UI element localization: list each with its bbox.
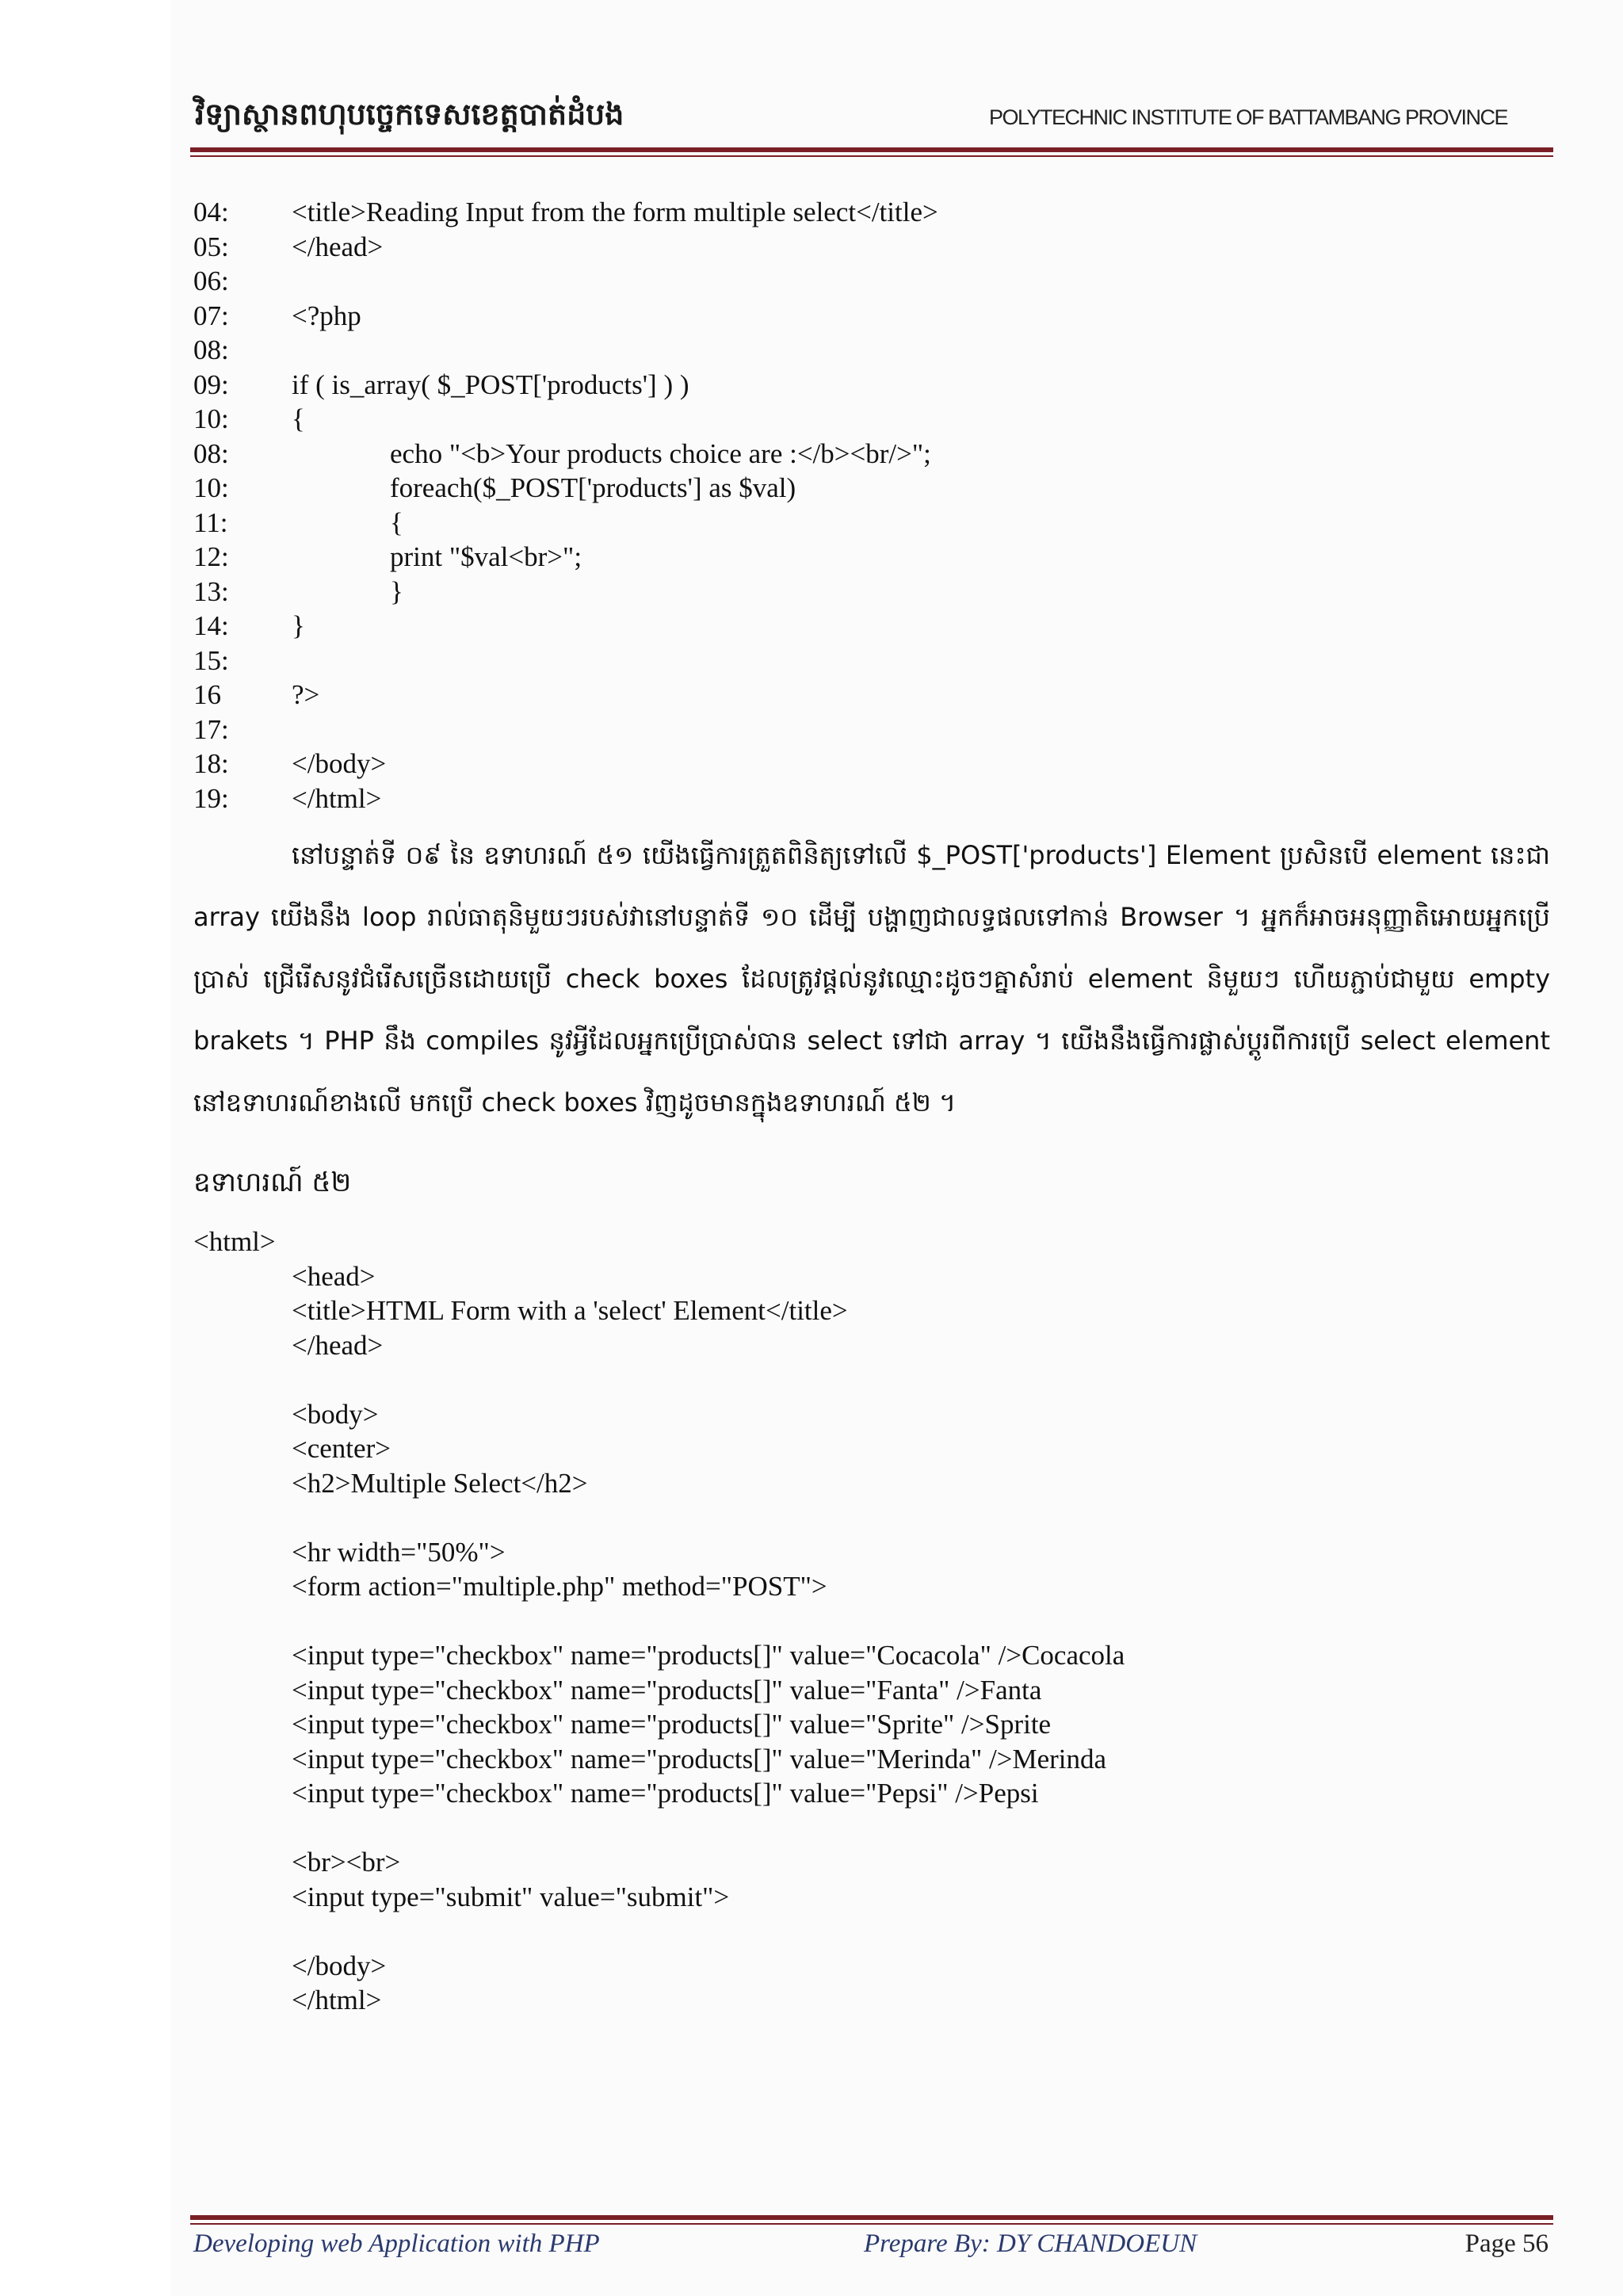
line-number: 13: <box>193 575 229 607</box>
code-text: <input type="checkbox" name="products[]" value="Cocacola" />Cocacola <box>292 1640 1125 1671</box>
code-line <box>193 1811 1541 1846</box>
code-line <box>193 1397 1541 1432</box>
code-text: <br><br> <box>292 1847 401 1878</box>
code-text: if ( is_array( $_POST['products'] ) ) <box>292 369 689 400</box>
line-number: 14: <box>193 610 229 641</box>
code-line <box>193 402 1541 437</box>
code-text: <input type="checkbox" name="products[]" value="Merinda" />Merinda <box>292 1743 1107 1775</box>
footer-author: Prepare By: DY CHANDOEUN <box>864 2229 1197 2258</box>
line-number: 07: <box>193 300 229 331</box>
line-number: 08: <box>193 334 229 365</box>
code-line <box>193 333 1541 368</box>
code-line <box>193 678 1541 712</box>
code-line <box>193 1535 1541 1570</box>
code-line <box>193 1742 1541 1777</box>
footer-page-number: Page 56 <box>1465 2229 1549 2258</box>
code-line <box>193 712 1541 747</box>
code-line <box>193 1293 1541 1328</box>
code-line <box>193 506 1541 541</box>
code-line <box>193 1638 1541 1673</box>
code-text: </html> <box>292 1985 382 2015</box>
code-text: <title>HTML Form with a 'select' Element</title> <box>292 1295 848 1326</box>
code-text: { <box>292 403 305 434</box>
code-text: <center> <box>292 1433 391 1464</box>
footer-rule-thin <box>190 2223 1553 2225</box>
code-line <box>193 1224 1541 1259</box>
code-text: <head> <box>292 1260 376 1292</box>
code-text: </head> <box>292 1329 384 1361</box>
code-text: <body> <box>292 1398 379 1430</box>
code-line <box>193 644 1541 678</box>
code-line <box>193 1914 1541 1949</box>
php-code-listing <box>193 195 1541 816</box>
code-line <box>193 575 1541 609</box>
line-number: 08: <box>193 437 229 469</box>
code-line <box>193 299 1541 334</box>
code-line <box>193 1707 1541 1742</box>
explanation-paragraph: នៅបន្ទាត់ទី ០៩ នៃ ឧទាហរណ៍ ៥១ យើងធ្វើការត្រួតពិនិត្យទៅលើ $_POST['products'] Element ប្រសិនបើ element នេះជា array យើងនឹង loop រាល់ធាតុនិមួយៗរបស់វានៅបន្ទាត់ទី ១០ ដើម្បី បង្ហាញជាលទ្ធផលទៅកាន់ Browser ។ អ្នកក៏អាចអនុញ្ញាតិអោយអ្នកប្រើប្រាស់ ជ្រើរើសនូវជំរើសច្រើនដោយប្រើ check boxes ដែលត្រូវផ្តល់នូវឈ្មោះដូចៗគ្នាសំរាប់ element និមួយៗ ហើយភ្ជាប់ជាមួយ empty brakets ។ PHP នឹង compiles នូវអ្វីដែលអ្នកប្រើប្រាស់បាន select ទៅជា array ។ យើងនឹងធ្វើការផ្លាស់ប្តូរពីការប្រើ select element នៅឧទាហរណ៍ខាងលើ មកប្រើ check boxes វិញដូចមានក្នុងឧទាហរណ៍ ៥២ ។ <box>193 840 1550 1117</box>
code-text: echo "<b>Your products choice are :</b><br/>"; <box>390 437 931 469</box>
code-line <box>193 1328 1541 1363</box>
code-line <box>193 1431 1541 1466</box>
line-number: 05: <box>193 231 229 262</box>
code-text: ?> <box>292 679 320 710</box>
code-text: </html> <box>292 782 382 814</box>
line-number: 10: <box>193 403 229 434</box>
line-number: 16 <box>193 679 221 710</box>
line-number: 09: <box>193 369 229 400</box>
code-text: <input type="checkbox" name="products[]" value="Fanta" />Fanta <box>292 1674 1042 1706</box>
code-line <box>193 747 1541 781</box>
code-text: <input type="checkbox" name="products[]" value="Sprite" />Sprite <box>292 1709 1052 1740</box>
code-text: foreach($_POST['products'] as $val) <box>390 472 796 503</box>
code-line <box>193 1845 1541 1880</box>
code-text: print "$val<br>"; <box>390 541 582 572</box>
code-text: <form action="multiple.php" method="POST"> <box>292 1571 827 1602</box>
code-text: </body> <box>292 748 387 779</box>
code-line <box>193 230 1541 265</box>
code-text: <input type="checkbox" name="products[]" value="Pepsi" />Pepsi <box>292 1778 1039 1809</box>
code-line <box>193 437 1541 472</box>
code-line <box>193 540 1541 575</box>
code-text: } <box>292 610 305 641</box>
code-line <box>193 471 1541 506</box>
line-number: 10: <box>193 472 229 503</box>
footer-rule <box>190 2215 1553 2220</box>
code-text: <h2>Multiple Select</h2> <box>292 1467 588 1499</box>
line-number: 12: <box>193 541 229 572</box>
code-line <box>193 1500 1541 1535</box>
line-number: 15: <box>193 644 229 676</box>
code-text: </body> <box>292 1950 387 1981</box>
code-line <box>193 1983 1541 2018</box>
code-line <box>193 1466 1541 1501</box>
code-line <box>193 1949 1541 1984</box>
header-institute-khmer: វិទ្យាស្ថានពហុបច្ចេកទេសខេត្តបាត់ដំបង <box>195 97 624 132</box>
code-line <box>193 1259 1541 1294</box>
code-text: { <box>390 506 403 538</box>
header-rule <box>190 147 1553 152</box>
code-line <box>193 195 1541 230</box>
code-text: <input type="submit" value="submit"> <box>292 1881 730 1912</box>
code-line <box>193 1880 1541 1915</box>
code-line <box>193 264 1541 299</box>
code-text: <title>Reading Input from the form multiple select</title> <box>292 197 938 227</box>
code-line <box>193 1673 1541 1708</box>
code-text: <hr width="50%"> <box>292 1536 506 1568</box>
code-line <box>193 1569 1541 1604</box>
line-number: 04: <box>193 197 229 227</box>
code-line <box>193 609 1541 644</box>
code-line <box>193 1362 1541 1397</box>
footer-book-title: Developing web Application with PHP <box>193 2229 600 2258</box>
line-number: 11: <box>193 506 228 538</box>
line-number: 17: <box>193 713 229 745</box>
header-rule-thin <box>190 155 1553 157</box>
code-line <box>193 781 1541 816</box>
code-text: <html> <box>193 1226 276 1257</box>
example-title: ឧទាហរណ៍ ៥២ <box>193 1167 352 1198</box>
code-line <box>193 1776 1541 1811</box>
code-text: } <box>390 575 403 607</box>
code-text: <?php <box>292 300 361 331</box>
line-number: 19: <box>193 782 229 814</box>
line-number: 18: <box>193 748 229 779</box>
code-line <box>193 368 1541 403</box>
code-line <box>193 1604 1541 1639</box>
line-number: 06: <box>193 266 229 296</box>
html-code-example <box>193 1224 1541 2018</box>
header-institute-english: POLYTECHNIC INSTITUTE OF BATTAMBANG PROVINCE <box>988 105 1507 129</box>
code-text: </head> <box>292 231 384 262</box>
